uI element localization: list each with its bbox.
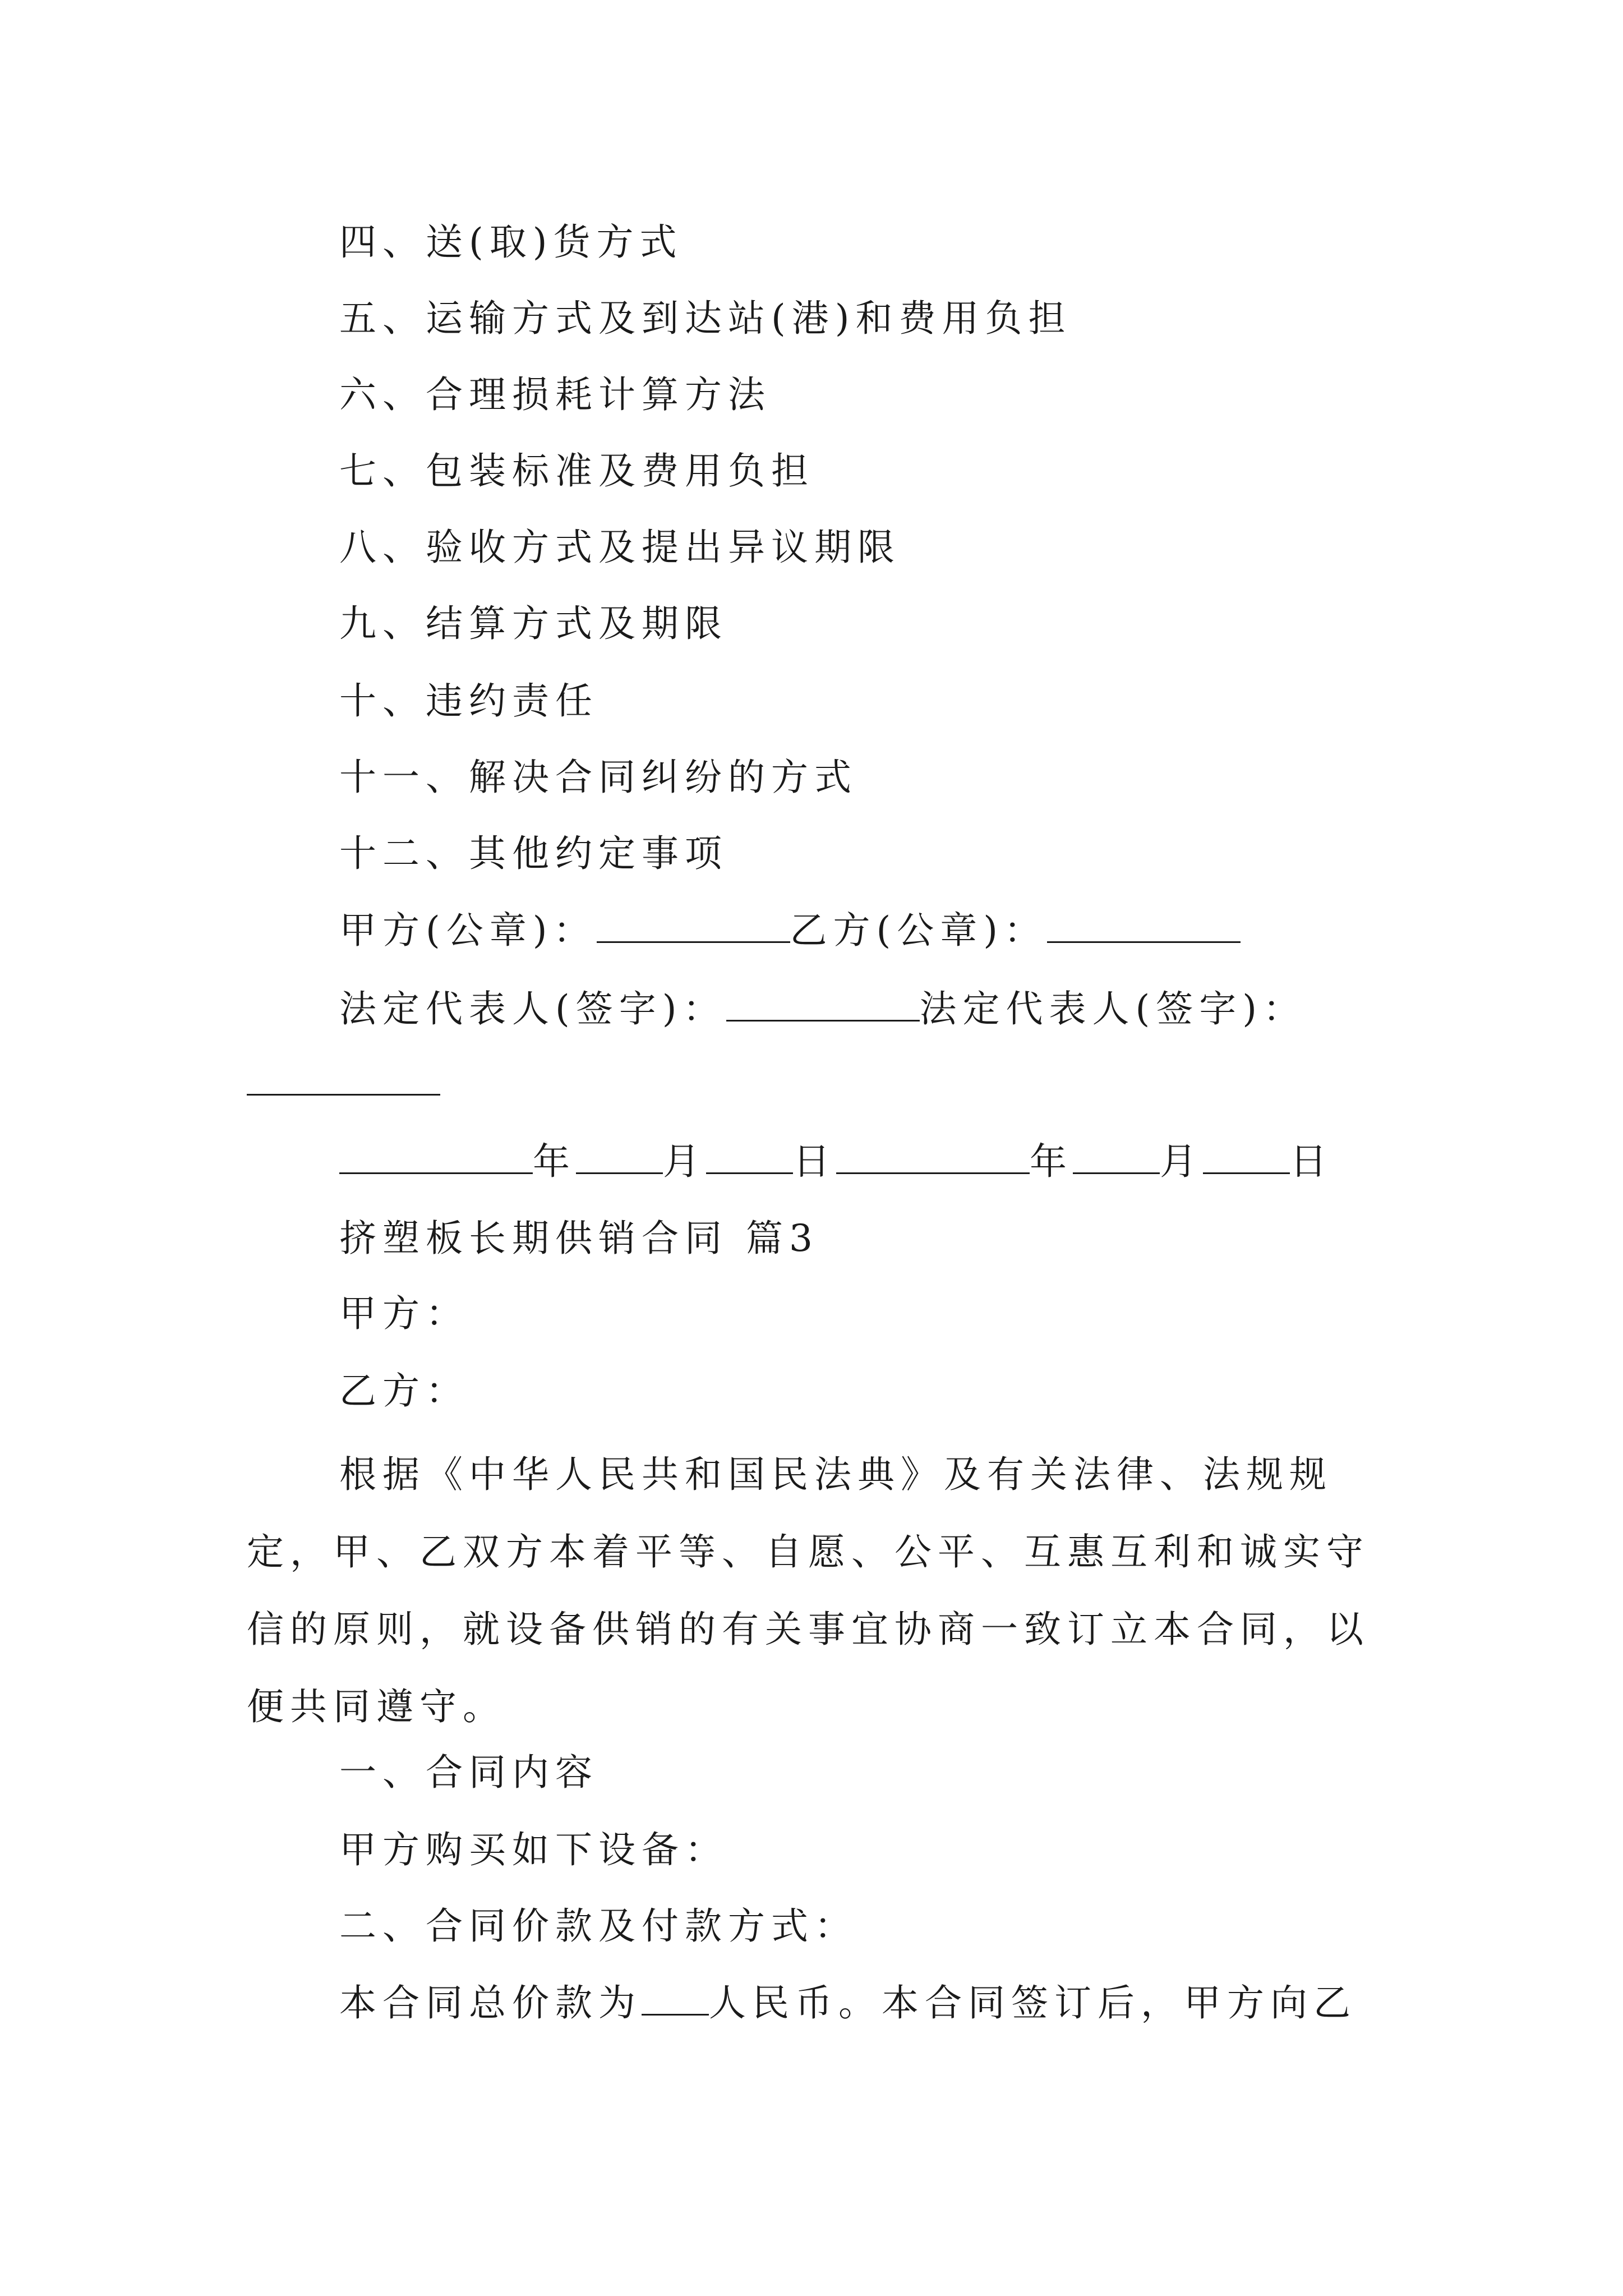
legal-rep-b-line (247, 1060, 440, 1106)
year-a-label: 年 (533, 1140, 576, 1183)
price-suffix: 人民币。本合同签订后，甲方向乙 (709, 1981, 1357, 2024)
year-b-blank (836, 1139, 1030, 1174)
price-prefix: 本合同总价款为 (339, 1981, 642, 2024)
day-b-label: 日 (1290, 1140, 1333, 1183)
legal-rep-a-blank (726, 986, 920, 1022)
item-5: 五、运输方式及到达站(港)和费用负担 (339, 297, 1072, 340)
seal-line (339, 908, 1241, 953)
item-4: 四、送(取)货方式 (339, 220, 683, 264)
clause-1-text: 甲方购买如下设备： (339, 1828, 728, 1871)
month-a-blank (576, 1139, 663, 1174)
item-7: 七、包装标准及费用负担 (339, 449, 814, 493)
party-a-seal-blank (597, 908, 790, 943)
clause-2-heading: 二、合同价款及付款方式： (339, 1904, 857, 1948)
day-a-label: 日 (793, 1140, 836, 1183)
day-a-blank (706, 1139, 793, 1174)
item-11: 十一、解决合同纠纷的方式 (339, 756, 857, 799)
item-9: 九、结算方式及期限 (339, 602, 728, 645)
item-12: 十二、其他约定事项 (339, 832, 728, 875)
party-a-line: 甲方： (339, 1292, 469, 1335)
party-b-seal-label: 乙方(公章)： (790, 909, 1047, 952)
price-line (339, 1980, 1357, 2026)
year-a-blank (339, 1139, 533, 1174)
item-8: 八、验收方式及提出异议期限 (339, 526, 901, 569)
item-6: 六、合理损耗计算方法 (339, 373, 771, 416)
month-b-label: 月 (1160, 1140, 1203, 1183)
price-blank (642, 1980, 709, 2016)
legal-rep-a-label: 法定代表人(签字)： (339, 987, 726, 1030)
section-title: 挤塑板长期供销合同 篇3 (339, 1217, 819, 1260)
day-b-blank (1203, 1139, 1290, 1174)
party-a-seal-label: 甲方(公章)： (339, 909, 597, 952)
month-a-label: 月 (663, 1140, 706, 1183)
clause-1-heading: 一、合同内容 (339, 1751, 598, 1794)
party-b-seal-blank (1047, 908, 1241, 943)
item-10: 十、违约责任 (339, 679, 598, 723)
date-line (339, 1139, 1333, 1184)
legal-rep-b-label: 法定代表人(签字)： (919, 987, 1306, 1030)
legal-rep-b-blank (247, 1060, 440, 1096)
year-b-label: 年 (1030, 1140, 1073, 1183)
legal-rep-line (339, 986, 1306, 1032)
intro-paragraph: 根据《中华人民共和国民法典》及有关法律、法规规定，甲、乙双方本着平等、自愿、公平、互惠互利和诚实守信的原则，就设备供销的有关事宜协商一致订立本合同，以便共同遵守。 (247, 1453, 1370, 1728)
month-b-blank (1073, 1139, 1160, 1174)
party-b-line: 乙方： (339, 1369, 469, 1412)
